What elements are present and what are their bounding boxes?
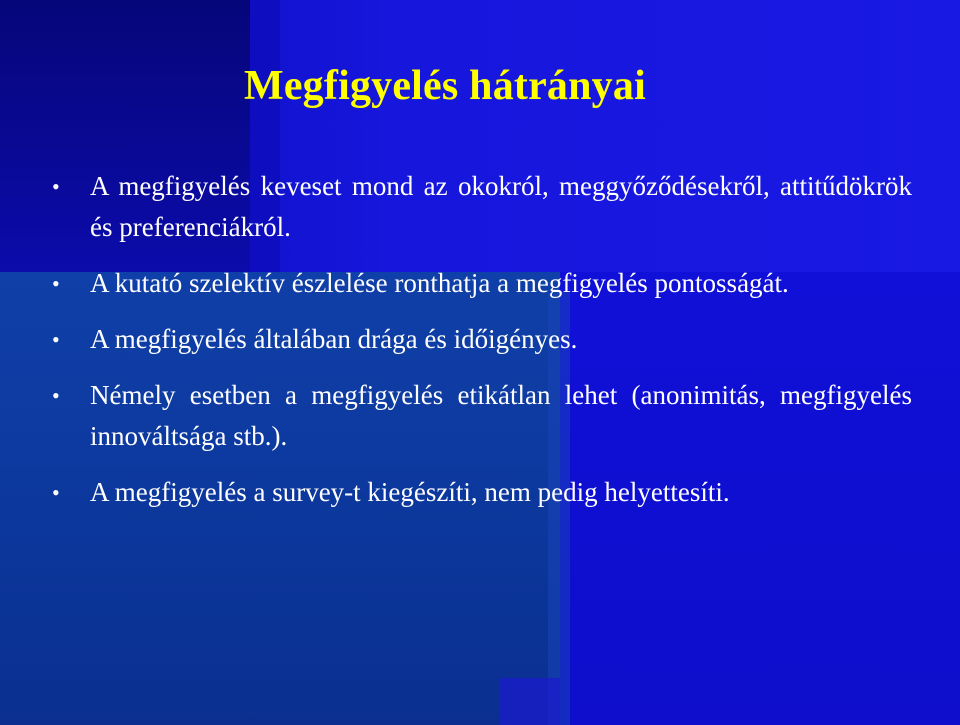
bullet-icon: • (52, 327, 60, 352)
bullet-icon: • (52, 480, 60, 505)
bullet-text: Némely esetben a megfigyelés etikátlan lehet (anonimitás, megfigyelés innováltsága stb.). (90, 380, 912, 451)
slide-title: Megfigyelés hátrányai (244, 63, 646, 109)
background-bottom-box (500, 678, 560, 725)
bullet-text: A megfigyelés keveset mond az okokról, meggyőződésekről, attitűdökrök és preferenciákról. (90, 171, 912, 242)
bullet-text: A megfigyelés általában drága és időigényes. (90, 324, 578, 354)
bullet-icon: • (52, 174, 60, 199)
bullet-item (50, 166, 912, 248)
bullet-item (50, 263, 912, 304)
bullet-icon: • (52, 271, 60, 296)
bullet-icon: • (52, 383, 60, 408)
bullet-text: A megfigyelés a survey-t kiegészíti, nem pedig helyettesíti. (90, 477, 730, 507)
bullet-item (50, 472, 912, 513)
bullet-item (50, 375, 912, 457)
bullet-item (50, 319, 912, 360)
bullet-text: A kutató szelektív észlelése ronthatja a megfigyelés pontosságát. (90, 268, 789, 298)
bullet-list (50, 166, 912, 513)
